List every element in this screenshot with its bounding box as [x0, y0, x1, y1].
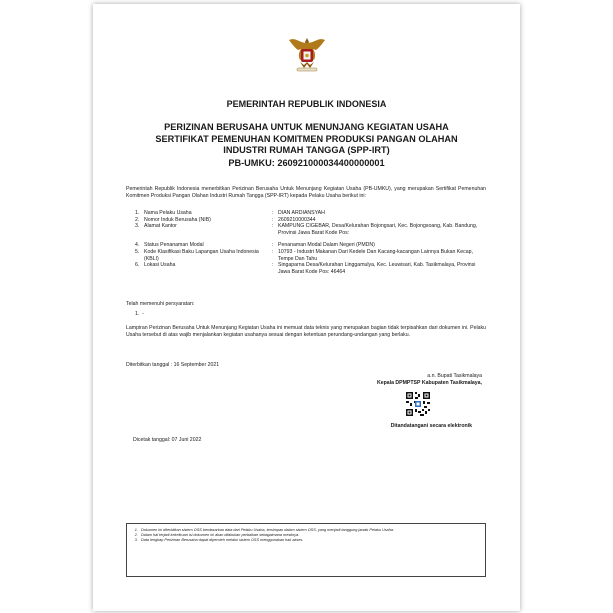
- detail-number: 1.: [135, 210, 140, 216]
- detail-label: Kode Klasifikasi Baku Lapangan Usaha Indonesia (KBLI): [144, 248, 259, 262]
- detail-number: 2.: [135, 216, 140, 223]
- detail-separator: :: [272, 210, 274, 216]
- title-line: SERTIFIKAT PEMENUHAN KOMITMEN PRODUKSI PANGAN OLAHAN: [155, 133, 458, 144]
- detail-row: [127, 242, 488, 249]
- detail-label: Lokasi Usaha: [144, 262, 176, 269]
- signature-block: [332, 373, 482, 386]
- detail-value: 10793 - Industri Makanan Dari Kedele Dan Kacang-kacangan Lainnya Bukan Kecap, Tempe Dan Tahu: [278, 248, 473, 262]
- detail-value: Singaparna Desa/Kelurahan Linggamulya, Kec. Leuwisari, Kab. Tasikmalaya, Provinsi Jawa Barat Kode Pos: 46464: [278, 262, 476, 275]
- detail-value: Penanaman Modal Dalam Negeri (PMDN): [278, 242, 375, 249]
- printed-date: Dicetak tanggal: 07 Juni 2022: [133, 437, 202, 443]
- requirement-value: -: [142, 311, 144, 317]
- detail-value: KAMPUNG CIGEBAR, Desa/Kelurahan Bojongsari, Kec. Bojongsoang, Kab. Bandung, Provinsi Jawa Barat Kode Pos:: [278, 223, 478, 236]
- detail-value: 2609210000344: [278, 216, 316, 223]
- detail-row: [127, 262, 488, 275]
- detail-row: [127, 223, 488, 236]
- footnote-item: 1. Dokumen ini diterbitkan sistem OSS berdasarkan data dari Pelaku Usaha, tersimpan dalam sistem OSS, yang menjadi tanggung jawab Pelaku Usaha.: [139, 528, 485, 533]
- detail-separator: :: [272, 242, 274, 249]
- signature-on-behalf: a.n. Bupati Tasikmalaya: [427, 373, 482, 379]
- attachment-paragraph: Lampiran Perizinan Berusaha Untuk Menunjang Kegiatan Usaha ini memuat data teknis yang merupakan bagian tidak terpisahkan dari dokumen ini. Pelaku Usaha tersebut di atas wajib menjalankan kegiatan usahanya sesuai dengan ketentuan perundang-undangan yang berlaku.: [126, 325, 486, 338]
- garuda-emblem-icon: [286, 34, 328, 76]
- requirement-number: 1.: [135, 311, 140, 317]
- document-title: [133, 122, 480, 157]
- detail-label: Nomor Induk Berusaha (NIB): [144, 216, 211, 223]
- qr-code-icon: [405, 391, 431, 417]
- requirement-item: [135, 311, 144, 317]
- signature-official: Kepala DPMPTSP Kabupaten Tasikmalaya,: [376, 379, 482, 386]
- detail-label: Nama Pelaku Usaha: [144, 210, 192, 216]
- detail-separator: :: [272, 262, 274, 269]
- intro-paragraph: Pemerintah Republik Indonesia menerbitkan Perizinan Berusaha Untuk Menunjang Kegiatan Usaha (PB-UMKU), yang merupakan Sertifikat Pemenuhan Komitmen Produksi Pangan Olahan Industri Rumah Tangga (SPP-IRT) kepada Pelaku Usaha berikut ini:: [126, 186, 486, 199]
- detail-label: Status Penanaman Modal: [144, 242, 204, 249]
- detail-number: 6.: [135, 262, 140, 269]
- detail-value: DIAN ARDIANSYAH: [278, 210, 325, 216]
- detail-row: [127, 217, 488, 224]
- detail-number: 3.: [135, 223, 140, 230]
- government-heading: PEMERINTAH REPUBLIK INDONESIA: [226, 99, 387, 109]
- footnote-item: 2. Dalam hal terjadi kekeliruan isi dokumen ini akan dilakukan perbaikan sebagaimana mestinya.: [139, 533, 485, 538]
- footnote-list: [127, 528, 485, 544]
- detail-number: 5.: [135, 248, 140, 255]
- title-line: PERIZINAN BERUSAHA UNTUK MENUNJANG KEGIATAN USAHA: [164, 122, 449, 132]
- pb-umku-number: PB-UMKU: 260921000034400000001: [228, 158, 385, 168]
- detail-separator: :: [272, 223, 274, 230]
- requirements-heading: Telah memenuhi persyaratan:: [126, 301, 195, 307]
- title-line: INDUSTRI RUMAH TANGGA (SPP-IRT): [223, 145, 390, 155]
- issued-date: Diterbitkan tanggal : 16 September 2021: [126, 362, 220, 368]
- detail-separator: :: [272, 216, 274, 223]
- detail-separator: :: [272, 248, 274, 255]
- electronic-signature-note: Ditandatangani secara elektronik: [390, 423, 472, 429]
- detail-row: [127, 210, 488, 217]
- detail-number: 4.: [135, 242, 140, 249]
- business-details: [127, 210, 488, 275]
- document-page: [93, 4, 520, 611]
- detail-label: Alamat Kantor: [144, 223, 177, 230]
- detail-row: [127, 249, 488, 262]
- footnote-item: 3. Data lengkap Perizinan Berusaha dapat diperoleh melalui sistem OSS menggunakan hak akses.: [139, 538, 485, 543]
- footnote-box: [126, 523, 486, 577]
